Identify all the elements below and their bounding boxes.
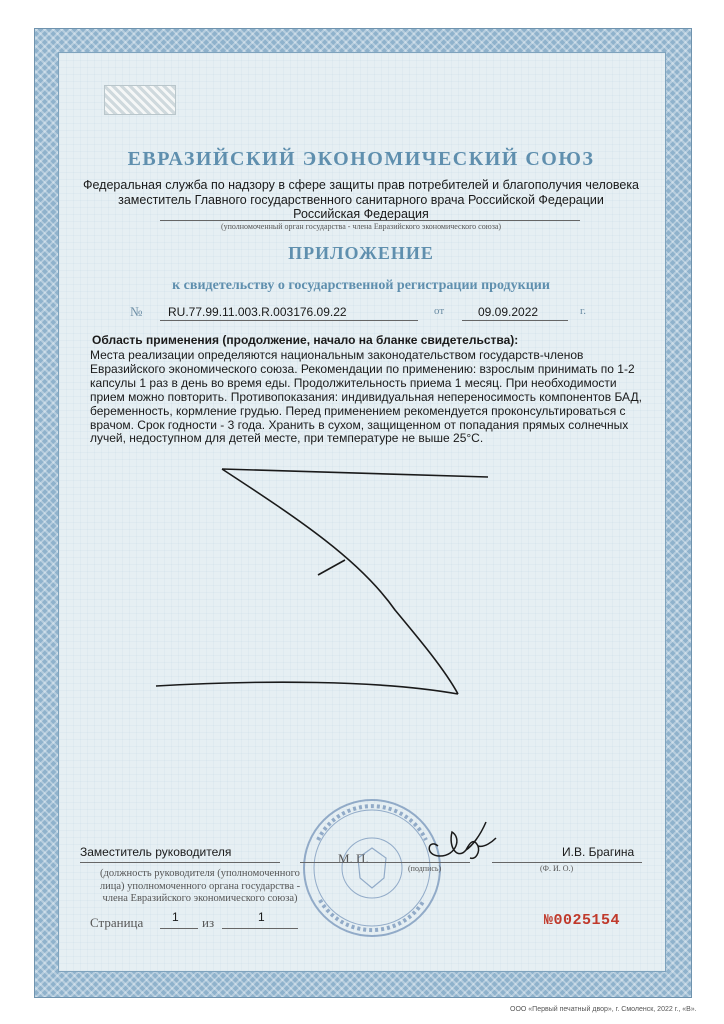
certificate-date: 09.09.2022 (478, 305, 539, 319)
signatory-name: И.В. Брагина (562, 845, 635, 859)
page-number: 1 (172, 910, 179, 924)
position-note-line: (должность руководителя (уполномоченного (100, 868, 300, 879)
position-note (80, 868, 320, 906)
number-label: № (130, 304, 143, 319)
signature-underline (300, 862, 470, 863)
appendix-heading: ПРИЛОЖЕНИЕ (288, 243, 434, 263)
signature-note: (подпись) (408, 864, 442, 873)
of-label: из (202, 915, 215, 930)
issuer-note: (уполномоченный орган государства - члена Евразийского экономического союза) (220, 222, 502, 231)
scope-line: прием можно повторить. Противопоказания: индивидуальная непереносимость компонентов БАД, (90, 389, 642, 404)
issuer-line-2: заместитель Главного государственного санитарного врача Российской Федерации (118, 193, 604, 207)
page-total: 1 (258, 910, 265, 924)
issuer-line-1: Федеральная служба по надзору в сфере защиты прав потребителей и благополучия человека (82, 178, 640, 192)
scope-line: врачом. Срок годности - 3 года. Хранить в сухом, защищенном от попадания прямых солнечных (90, 417, 629, 432)
scope-line: Евразийского экономического союза. Рекомендации по применению: взрослым принимать по 1-2 (90, 361, 635, 376)
name-underline (492, 862, 642, 863)
serial-number: №0025154 (544, 912, 621, 929)
page-number-underline (160, 928, 198, 929)
date-label: от (434, 305, 445, 317)
position-underline (80, 862, 280, 863)
signatory-position: Заместитель руководителя (80, 845, 232, 859)
page-total-underline (222, 928, 298, 929)
position-note-line: лица) уполномоченного органа государства - (99, 880, 301, 892)
seal-place-label: М. П. (338, 851, 369, 866)
scope-line: беременность, кормление грудью. Перед применением рекомендуется проконсультироваться с (90, 403, 626, 418)
name-note: (Ф. И. О.) (540, 864, 574, 873)
issuer-line-3: Российская Федерация (293, 207, 429, 221)
scope-line: лучей, недоступном для детей месте, при температуре не выше 25°С. (90, 431, 484, 446)
printer-imprint: ООО «Первый печатный двор», г. Смоленск, 2022 г., «В». (510, 1006, 697, 1013)
year-suffix: г. (580, 305, 587, 317)
certificate-number: RU.77.99.11.003.R.003176.09.22 (168, 305, 347, 319)
scope-title: Область применения (продолжение, начало на бланке свидетельства): (92, 333, 519, 347)
appendix-subheading: к свидетельству о государственной регистрации продукции (172, 278, 550, 293)
scope-line: капсулы 1 раз в день во время еды. Продолжительность приема 1 месяц. При необходимости (90, 375, 617, 390)
page-label: Страница (90, 915, 144, 930)
scope-line: Места реализации определяются национальным законодательством государств-членов (90, 348, 584, 362)
union-title: ЕВРАЗИЙСКИЙ ЭКОНОМИЧЕСКИЙ СОЮЗ (127, 148, 595, 170)
z-strike-mark (156, 469, 488, 694)
position-note-line: члена Евразийского экономического союза) (102, 893, 298, 904)
